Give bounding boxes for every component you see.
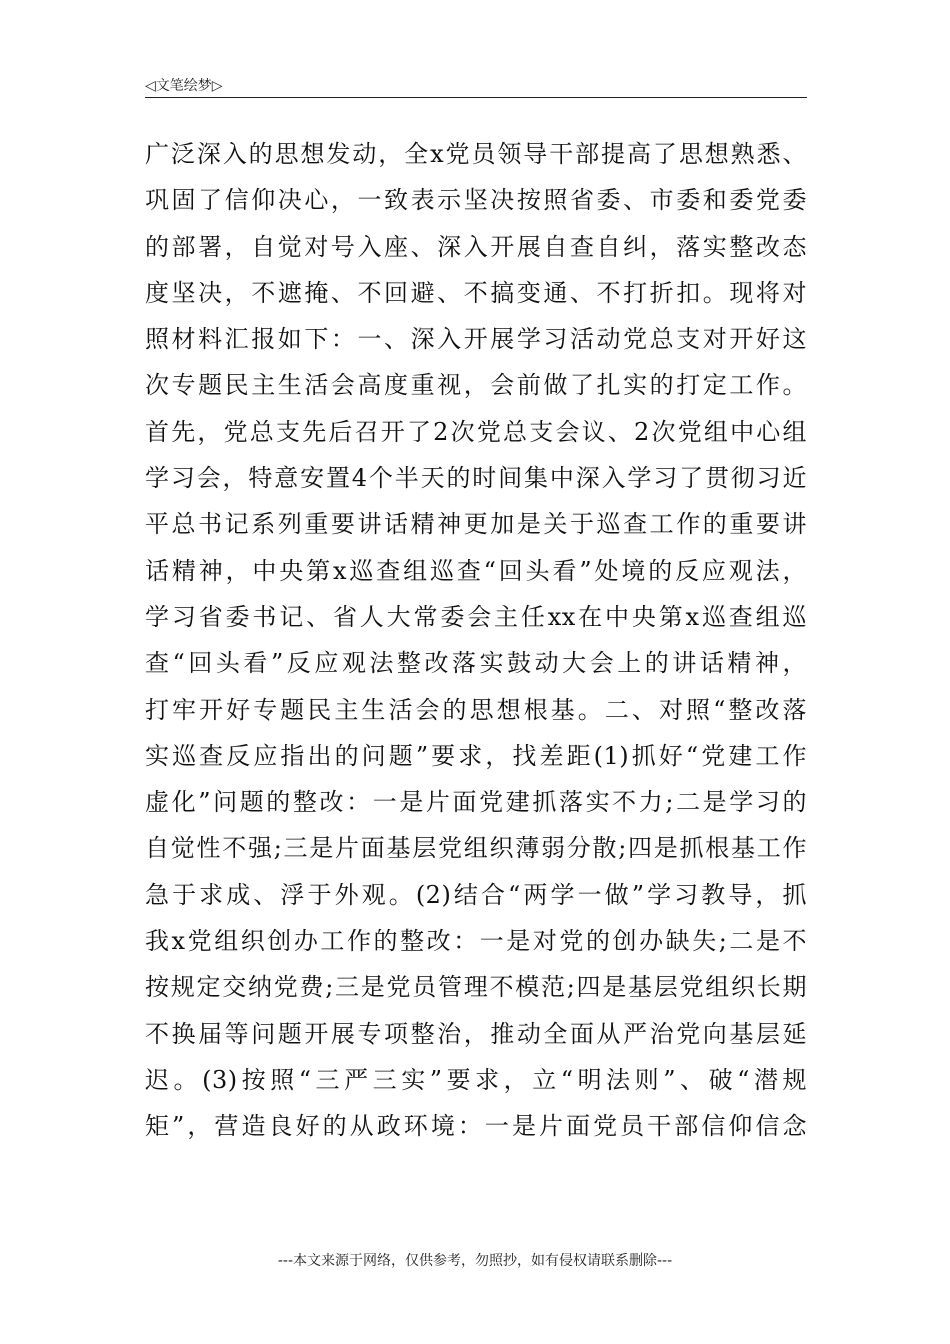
text-line: 次专题民主生活会高度重视，会前做了扎实的打定工作。 — [145, 371, 807, 400]
text-line: 迟。(3)按照“三严三实”要求，立“明法则”、破“潜规 — [145, 1065, 807, 1094]
text-line: 学习会，特意安置4个半天的时间集中深入学习了贯彻习近 — [145, 464, 807, 493]
text-line: 急于求成、浮于外观。(2)结合“两学一做”学习教导，抓 — [145, 880, 807, 909]
text-line: 虚化”问题的整改：一是片面党建抓落实不力;二是学习的 — [145, 788, 807, 817]
text-line: 我x党组织创办工作的整改：一是对党的创办缺失;二是不 — [145, 927, 807, 956]
text-line: 平总书记系列重要讲话精神更加是关于巡查工作的重要讲 — [145, 510, 807, 539]
text-line: 不换届等问题开展专项整治，推动全面从严治党向基层延 — [145, 1019, 807, 1048]
header-divider — [145, 97, 807, 98]
text-line: 实巡查反应指出的问题”要求，找差距(1)抓好“党建工作 — [145, 741, 807, 770]
page-header: ◁文笔绘梦▷ — [145, 78, 223, 94]
text-line: 查“回头看”反应观法整改落实鼓动大会上的讲话精神， — [145, 649, 807, 678]
text-line: 照材料汇报如下：一、深入开展学习活动党总支对开好这 — [145, 325, 807, 354]
text-line: 的部署，自觉对号入座、深入开展自查自纠，落实整改态 — [145, 232, 807, 261]
text-line: 首先，党总支先后召开了2次党总支会议、2次党组中心组 — [145, 417, 807, 446]
text-line: 学习省委书记、省人大常委会主任xx在中央第x巡查组巡 — [145, 602, 807, 631]
text-line: 自觉性不强;三是片面基层党组织薄弱分散;四是抓根基工作 — [145, 834, 807, 863]
text-line: 矩”，营造良好的从政环境：一是片面党员干部信仰信念 — [145, 1112, 807, 1141]
text-line: 按规定交纳党费;三是党员管理不模范;四是基层党组织长期 — [145, 973, 807, 1002]
text-line: 巩固了信仰决心，一致表示坚决按照省委、市委和委党委 — [145, 186, 807, 215]
page-footer: ---本文来源于网络，仅供参考，勿照抄，如有侵权请联系删除--- — [277, 1253, 673, 1269]
text-line: 打牢开好专题民主生活会的思想根基。二、对照“整改落 — [145, 695, 807, 724]
text-line: 话精神，中央第x巡查组巡查“回头看”处境的反应观法， — [145, 556, 807, 585]
text-line: 广泛深入的思想发动，全x党员领导干部提高了思想熟悉、 — [145, 140, 807, 168]
body-text — [145, 131, 807, 1150]
text-line: 度坚决，不遮掩、不回避、不搞变通、不打折扣。现将对 — [145, 278, 807, 307]
